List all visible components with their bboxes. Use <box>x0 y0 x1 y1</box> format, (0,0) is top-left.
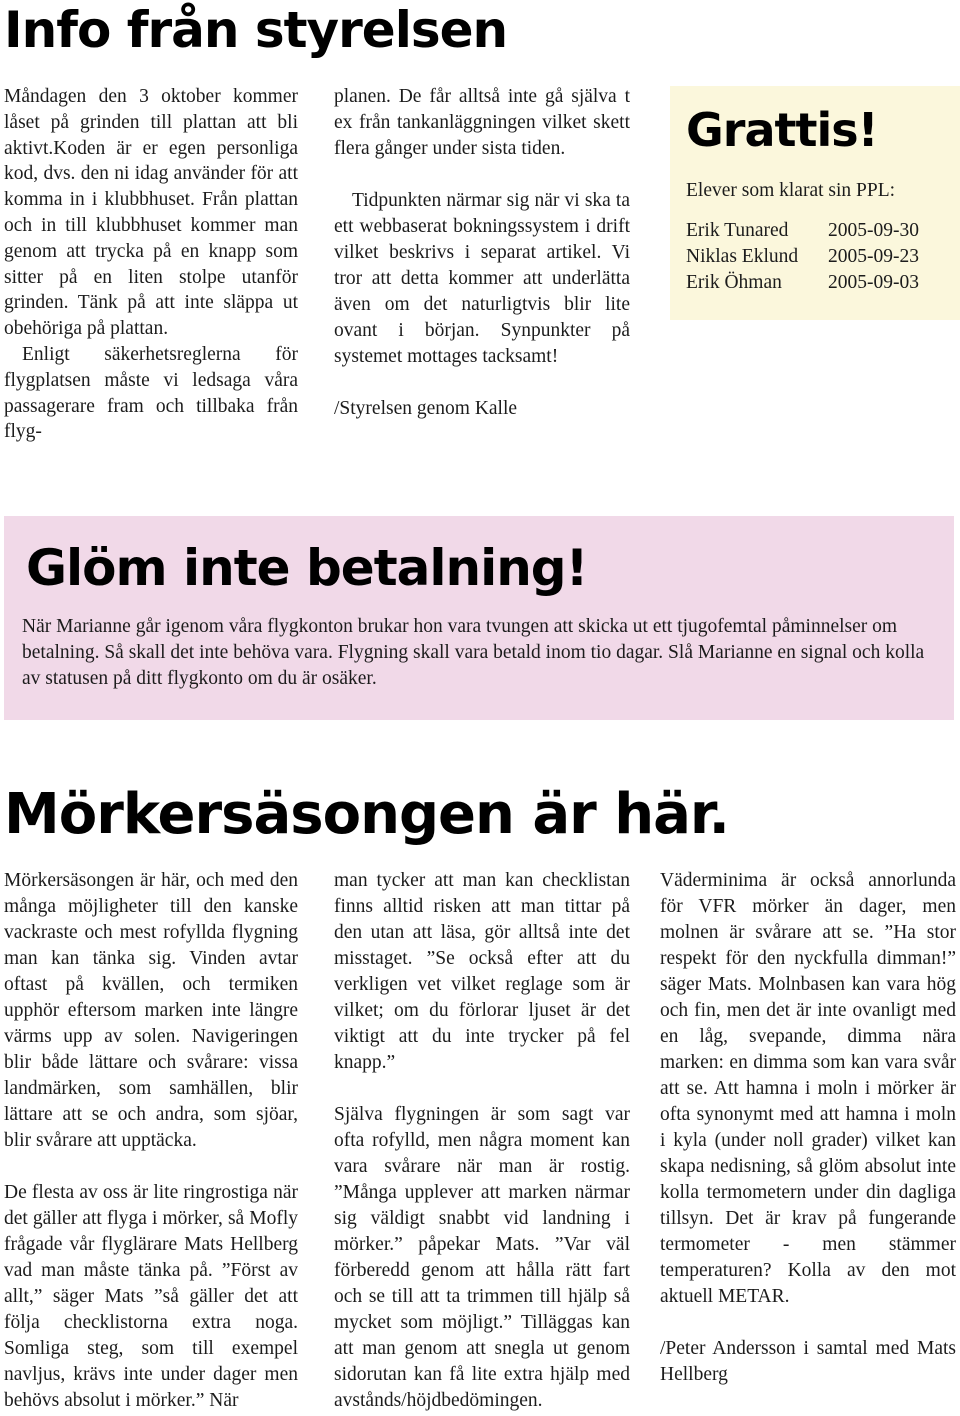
student-date: 2005-09-30 <box>828 220 919 241</box>
info-paragraph-lock: Måndagen den 3 oktober kommer låset på grinden till plattan att bli aktivt.Koden är er egen personliga kod, dvs. den ni idag använder för att komma in i klubbhuset. Från plattan och in till klubbhuset kommer man genom att trycka på en knapp som sitter på en liten stolpe utanför grinden. Tänk på att inte släppa ut obehöriga på plattan. <box>4 86 298 340</box>
info-column-2 <box>334 84 630 422</box>
grattis-heading: Grattis! <box>686 103 878 157</box>
darkness-column-3 <box>660 868 956 1388</box>
info-signature: /Styrelsen genom Kalle <box>334 398 518 419</box>
payment-heading: Glöm inte betalning! <box>26 539 588 597</box>
info-paragraph-booking: Tidpunkten närmar sig när vi ska ta ett webbaserat bokningssystem i drift vilket beskrivs i separat artikel. Vi tror att detta kommer att underlätta även om det naturligtvis blir lite ovant i början. Synpunkter på systemet mottages tacksamt! <box>334 190 630 367</box>
info-heading: Info från styrelsen <box>4 1 508 59</box>
darkness-signature: /Peter Andersson i samtal med Mats Hellberg <box>660 1338 956 1385</box>
payment-text: När Marianne går igenom våra flygkonton brukar hon vara tvungen att skicka ut ett tjugofemtal påminnelser om betalning. Så skall det inte behöva vara. Flygning skall vara betald inom tio dagar. Slå Marianne en signal och kolla av statusen på ditt flygkonto om du är osäker. <box>22 616 925 689</box>
darkness-paragraph-weather: Väderminima är också annorlunda för VFR mörker än dager, men molnen är svårare att se. ”Ha stor respekt för den nyckfulla dimman!” säger Mats. Molnbasen kan vara hög och fin, men det är inte ovanligt med en låg, svepande, dimma nära marken: en dimma som kan vara svår att se. Att hamna i moln i mörker är ofta synonymt med att hamna i moln i kyla (under noll grader) vilket kan skapa nedisning, så glöm absolut inte kolla termometern under din dagliga tillsyn. Det är krav på fungerande termometer - men stämmer temperaturen? Kolla av den mot aktuell METAR. <box>660 870 956 1307</box>
darkness-paragraph-intro: Mörkersäsongen är här, och med den många möjligheter till den kanske vackraste och mest rofyllda flygning man kan tänka sig. Vinden avtar oftast på kvällen, och termiken upphör eftersom marken inte längre värms upp av solen. Navigeringen blir både lättare och svårare: vissa landmärken, som samhällen, blir lättare att se och andra, som sjöar, blir svårare att upptäcka. <box>4 870 298 1151</box>
list-item <box>686 244 919 270</box>
student-date: 2005-09-03 <box>828 272 919 293</box>
darkness-column-2 <box>334 868 630 1414</box>
student-name: Erik Tunared <box>686 220 789 241</box>
darkness-paragraph-checklist: man tycker att man kan checklistan finns alltid risken att man tittar på den utan att läsa, gör alltså inte det misstaget. ”Se också efter att du verkligen vet vilket reglage som är vilket; om du förlorar ljuset är det viktigt att du inte trycker på fel knapp.” <box>334 870 630 1073</box>
darkness-column-1 <box>4 868 298 1414</box>
student-name: Erik Öhman <box>686 272 782 293</box>
student-date: 2005-09-23 <box>828 246 919 267</box>
ppl-student-list <box>686 218 919 296</box>
darkness-heading: Mörkersäsongen är här. <box>4 782 729 847</box>
list-item <box>686 218 919 244</box>
grattis-box <box>670 86 960 320</box>
info-paragraph-safety: Enligt säkerhetsreglerna för flygplatsen måste vi ledsaga våra passagerare fram och tillbaka från flyg- <box>4 343 298 443</box>
darkness-paragraph-interview: De flesta av oss är lite ringrostiga när det gäller att flyga i mörker, så Mofly frågade vår flyglärare Mats Hellberg vad man måste tänka på. ”Först av allt,” säger Mats ”så gäller det att följa checklistorna extra noga. Somliga steg, som till exempel navljus, krävs inte under dager men behövs absolut i mörker.” När <box>4 1182 298 1411</box>
list-item <box>686 270 919 296</box>
student-name: Niklas Eklund <box>686 246 799 267</box>
grattis-subtitle: Elever som klarat sin PPL: <box>686 180 896 201</box>
darkness-paragraph-flying: Själva flygningen är som sagt var ofta rofylld, men några moment kan vara svårare när man är rostig. ”Många upplever att marken närmar sig väldigt snabbt vid landning i mörker.” påpekar Mats. ”Var väl förberedd genom att hålla rätt fart och se till att ta trimmen till hjälp så mycket som möjligt.” Tilläggas kan att man genom att snegla ut genom sidorutan kan få lite extra hjälp med avstånds/höjdbedömingen. <box>334 1104 630 1411</box>
info-paragraph-apron: planen. De får alltså inte gå själva t ex från tankanläggningen vilket skett flera gånger under sista tiden. <box>334 86 630 159</box>
info-column-1 <box>4 84 298 445</box>
